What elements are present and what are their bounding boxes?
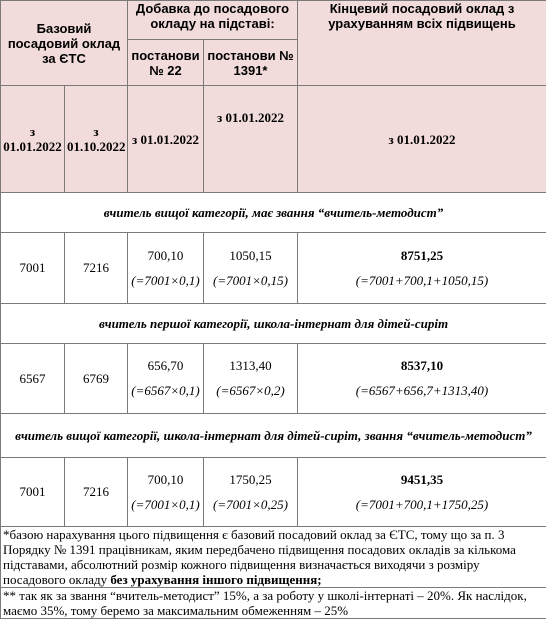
supplement-22-value: 700,10 [147,247,184,263]
date-final: з 01.01.2022 [298,86,546,193]
supplement-1391-formula: (=7001×0,25) [213,496,288,512]
header-base-salary: Базовий посадовий оклад за ЄТС [1,1,128,86]
base-salary-october: 7216 [65,233,128,304]
supplement-22-value: 656,70 [147,358,184,373]
date-resolution-22: з 01.01.2022 [128,86,204,193]
footnote-1391-text: *базою нарахування цього підвищення є базовий посадовий оклад за ЄТС, тому що за п. 3 Порядку № 1391 працівникам, яким передбачено підвищення посадових окладів за кількома підставами, абсолютний розмір кожного підвищення визначається виходячи з розміру посадового окладу [3,527,516,587]
final-salary-cell [298,344,546,414]
final-salary-formula: (=7001+700,1+1750,25) [355,496,489,512]
final-salary-cell [298,458,546,527]
footnote-1391-base [1,527,546,588]
final-salary-cell [298,233,546,304]
final-salary-formula: (=7001+700,1+1050,15) [355,272,489,288]
header-resolution-1391: постанови № 1391* [204,40,298,86]
supplement-1391-cell [204,233,298,304]
header-resolution-22: постанови № 22 [128,40,204,86]
supplement-1391-value: 1313,40 [229,358,272,373]
supplement-22-cell [128,233,204,304]
footnote-1391-emphasis: без урахування іншого підвищення; [110,572,322,587]
supplement-22-formula: (=7001×0,1) [131,272,200,288]
category-row: вчитель вищої категорії, має звання “вчитель-методист” [1,193,546,233]
footnote-max-limit: ** так як за звання “вчитель-методист” 15%, а за роботу у школі-інтернаті – 20%. Як наслідок, маємо 35%, тому беремо за максимальним обмеженням – 25% [1,588,546,619]
final-salary-value: 8751,25 [400,247,444,263]
supplement-22-formula: (=7001×0,1) [131,496,200,512]
supplement-1391-cell [204,458,298,527]
date-base-january: з 01.01.2022 [1,86,65,193]
category-row: вчитель вищої категорії, школа-інтернат для дітей-сиріт, звання “вчитель-методист” [1,414,546,458]
base-salary-january: 6567 [1,344,65,414]
supplement-1391-formula: (=7001×0,15) [213,272,288,288]
category-row: вчитель першої категорії, школа-інтернат для дітей-сиріт [1,304,546,344]
supplement-22-cell [128,344,204,414]
base-salary-october: 6769 [65,344,128,414]
supplement-22-cell [128,458,204,527]
final-salary-formula: (=6567+656,7+1313,40) [355,383,489,398]
date-resolution-1391: з 01.01.2022 [204,86,298,193]
supplement-22-formula: (=6567×0,1) [131,383,200,398]
supplement-1391-cell [204,344,298,414]
supplement-1391-value: 1050,15 [229,247,272,263]
base-salary-january: 7001 [1,233,65,304]
base-salary-october: 7216 [65,458,128,527]
final-salary-value: 8537,10 [400,358,444,373]
supplement-1391-value: 1750,25 [229,471,272,487]
date-base-october: з 01.10.2022 [65,86,128,193]
supplement-1391-formula: (=6567×0,2) [216,383,285,398]
supplement-22-value: 700,10 [147,471,184,487]
header-supplement: Добавка до посадового окладу на підставі: [128,1,298,40]
final-salary-value: 9451,35 [400,471,444,487]
header-final-salary: Кінцевий посадовий оклад з урахуванням всіх підвищень [298,1,546,86]
base-salary-january: 7001 [1,458,65,527]
